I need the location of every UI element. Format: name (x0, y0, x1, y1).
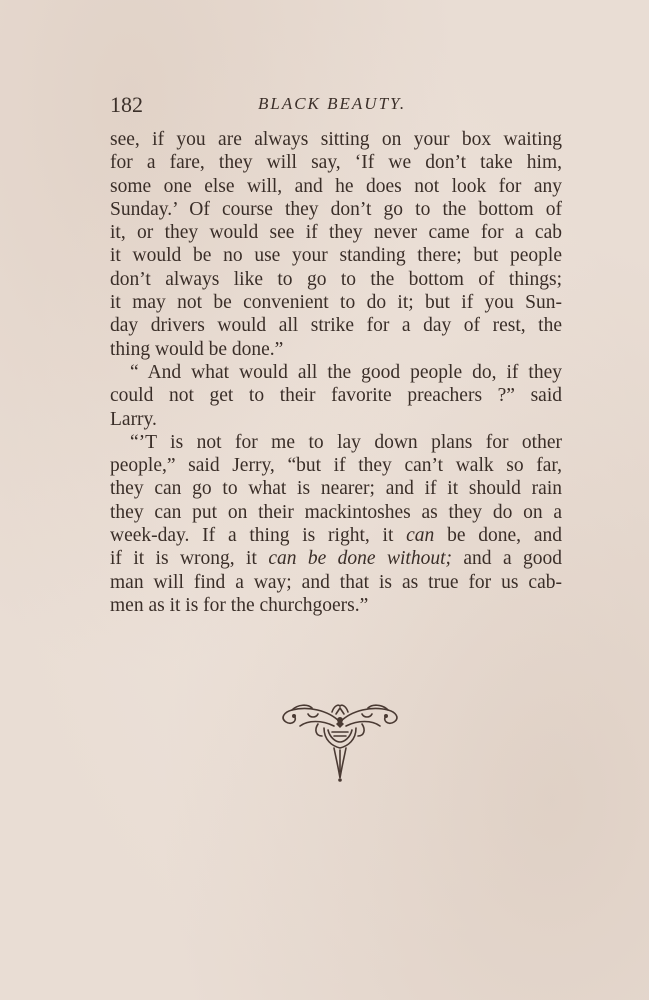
text-segment: be done, and (447, 525, 562, 547)
text-line: it may not be convenient to do it; but if you Sun- (110, 292, 562, 314)
page-header (110, 92, 562, 120)
page-number: 182 (110, 92, 143, 117)
text-line: Larry. (110, 408, 157, 430)
text-line (110, 524, 562, 547)
text-line: “ And what would all the good people do, if they (130, 361, 562, 383)
text-line: some one else will, and he does not look for any (110, 175, 562, 197)
text-line: it would be no use your standing there; but people (110, 245, 562, 267)
text-segment: if it is wrong, it (110, 548, 257, 570)
text-line: for a fare, they will say, ‘If we don’t take him, (110, 152, 562, 174)
italic-segment: can be done without; (268, 548, 452, 570)
text-line: thing would be done.” (110, 338, 284, 360)
text-segment: week-day. If a thing is right, it (110, 525, 394, 547)
text-line (110, 547, 562, 570)
text-line: man will find a way; and that is as true for us cab- (110, 571, 562, 593)
text-line: “’T is not for me to lay down plans for other (130, 431, 562, 453)
text-line: Sunday.’ Of course they don’t go to the bottom of (110, 198, 562, 220)
text-line: it, or they would see if they never came for a cab (110, 222, 562, 244)
text-line: they can put on their mackintoshes as they do on a (110, 501, 562, 523)
text-line: see, if you are always sitting on your box waiting (110, 129, 562, 150)
body-text (110, 128, 562, 617)
floral-tailpiece-ornament-icon (278, 700, 402, 784)
text-line: could not get to their favorite preachers ?” said (110, 385, 562, 407)
text-line: day drivers would all strike for a day of rest, the (110, 315, 562, 337)
running-title: BLACK BEAUTY. (258, 94, 407, 113)
text-line: men as it is for the churchgoers.” (110, 594, 369, 616)
text-line: don’t always like to go to the bottom of things; (110, 268, 562, 290)
text-line: people,” said Jerry, “but if they can’t walk so far, (110, 455, 562, 477)
text-line: they can go to what is nearer; and if it should rain (110, 478, 562, 500)
italic-segment: can (406, 525, 435, 547)
text-segment: and a good (463, 548, 563, 570)
